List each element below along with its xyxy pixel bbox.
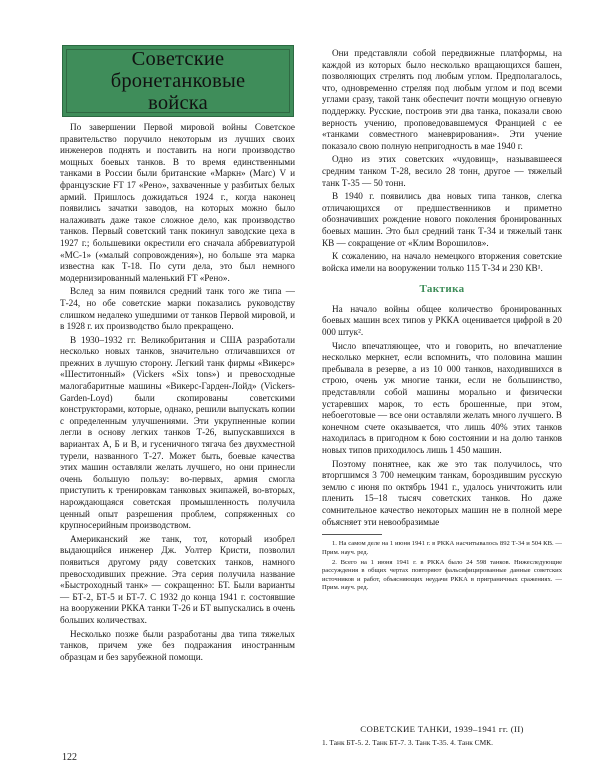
footnote: 1. На самом деле на 1 июня 1941 г. в РККА насчитывалось 892 Т-34 и 504 КВ. — Прим. науч. ред. — [322, 540, 562, 556]
paragraph: Число впечатляющее, что и говорить, но впечатление несколько меркнет, если вспомнить, что половина машин пребывала в резерве, а из 10 000 танков, находившихся в строю, очень уж многие танки, если не большинство, представляли собой машины морально и физически устаревших марок, то есть брошенные, при этом, небоеготовые — все они оставляли желать много лучшего. В конечном счете оказывается, что лишь 40% этих танков находилась в пригодном к бою состоянии и на долю танков новых типов приходилось лишь 1 450 машин. — [322, 340, 562, 455]
paragraph: Вслед за ним появился средний танк того же типа — Т-24, но обе советские марки показались руководству слишком недалеко ушедшими от танков Первой мировой, и в 1928 г. их производство было прекращено. — [60, 286, 295, 332]
section-heading: Тактика — [419, 283, 465, 296]
title-box — [62, 45, 294, 117]
footnote: 2. Всего на 1 июня 1941 г. в РККА было 24 598 танков. Нижеследующие рассуждения в общих чертах повторяют фальсифицированные данные советских источников и работ, объясняющих неудачи РККА в приграничных сражениях. — Прим. науч. ред. — [322, 558, 562, 592]
paragraph: В 1940 г. появились два новых типа танков, слегка отличающихся от предшественников и приметно обозначивших рождение нового поколения бронированных боевых машин. Это был средний танк Т-34 и тяжелый танк КВ — сокращение от «Клим Ворошилов». — [322, 191, 562, 248]
paragraph: Поэтому понятнее, как же это так получилось, что вторгшимся 3 700 немецким танкам, бороздившим русскую землю с июня по октябрь 1941 г., удалось уничтожить или пленить 15–18 тысяч советских танков. Но даже сомнительное качество некоторых машин не в полной мере объясняет эти невообразимые — [322, 458, 562, 527]
paragraph: Одно из этих советских «чудовищ», называвшееся средним танком Т-28, весило 28 тонн, другое — тяжелый танк Т-35 — 50 тонн. — [322, 154, 562, 188]
paragraph: Они представляли собой передвижные платформы, на каждой из которых было несколько вращающихся башен, позволяющих стрелять под любым углом. Предполагалось, что, одновременно стреляя под любым углом и под всеми углами сразу, такой танк обеспечит почти мощную огневую поддержку. Русские, построив эти два танка, показали свою верность учению, проповедовавшемуся Францией с ее «танками совместного маневрирования». Эти учение показало свою полную непригодность в мае 1940 г. — [322, 48, 562, 151]
paragraph: Американский же танк, тот, который изобрел выдающийся инженер Дж. Уолтер Кристи, позволил появиться другому ряду советских танков, намного превосходивших прежние. Эта серия получила название «Быстроходный танк» — сокращенно: БТ. Были варианты — БТ-2, БТ-5 и БТ-7. С 1932 до конца 1941 г. состоявшие на вооружении РККА танки Т-26 и БТ выпускались в очень больших количествах. — [60, 533, 295, 625]
footnote-divider — [322, 534, 382, 535]
paragraph: В 1930–1932 гг. Великобритания и США разработали несколько новых танков, значительно отличавшихся от прежних в лучшую сторону. Легкий танк фирмы «Викерс» «Шеститонный» (Vickers «Six tons») и превосходные малогабаритные машины «Викерс-Гарден-Лойд» (Vickers-Garden-Loyd) были скопированы советскими конструкторами, которые, однако, решили выпускать копии с определенным улучшениями. Эти укрупненные копии легли в основу легких танков Т-26, выпускавшихся в вариантах А, Б и В, и гусеничного тягача без двухместной турели, названного Т-27. Может быть, боевые качества этих машин оставляли желать лучшего, но они принесли очень большую пользу: во-первых, армия смогла приступить к тренировкам танковых экипажей, во-вторых, нарождающаяся советская промышленность получила ценный опыт разрешения проблем, сопряженных со крупносерийным производством. — [60, 334, 295, 531]
chapter-title: Советские бронетанковые войска — [110, 48, 246, 114]
paragraph: К сожалению, на начало немецкого вторжения советские войска имели на вооружении только 115 Т-34 и 230 КВ¹. — [322, 251, 562, 273]
paragraph: На начало войны общее количество бронированных боевых машин всех типов у РККА оценивается цифрой в 20 000 штук². — [322, 303, 562, 338]
paragraph: По завершении Первой мировой войны Советское правительство поручило некоторым из лучших своих инженеров поднять и поставить на ноги производство мощных боевых танков. В то время единственными танками в России были британские «Маркн» (Marc) V и французские FT 17 «Рено», захваченные у разбитых белых армий. Пришлось дожидаться 1924 г., когда наконец появились зачатки заводов, на которых можно было налаживать даже такое сложное дело, как производство танков. Первый советский танк покинул заводские цеха в 1927 г.; большевики окрестили его сначала аббревиатурой «МС-1» («малый сопровождения»), но больше эта марка известна как Т-18. По сути дела, это был немного модернизированный маленький FT «Рено». — [60, 122, 295, 283]
left-column — [60, 122, 295, 665]
illustration-caption-text: 1. Танк БТ-5. 2. Танк БТ-7. 3. Танк Т-35. 4. Танк СМК. — [322, 738, 493, 747]
illustration-caption-title: СОВЕТСКИЕ ТАНКИ, 1939–1941 гг. (II) — [360, 724, 524, 734]
right-column — [322, 48, 562, 595]
page-number: 122 — [62, 752, 77, 763]
paragraph: Несколько позже были разработаны два типа тяжелых танков, причем уже без подражания иностранным образцам и без зарубежной помощи. — [60, 628, 295, 662]
